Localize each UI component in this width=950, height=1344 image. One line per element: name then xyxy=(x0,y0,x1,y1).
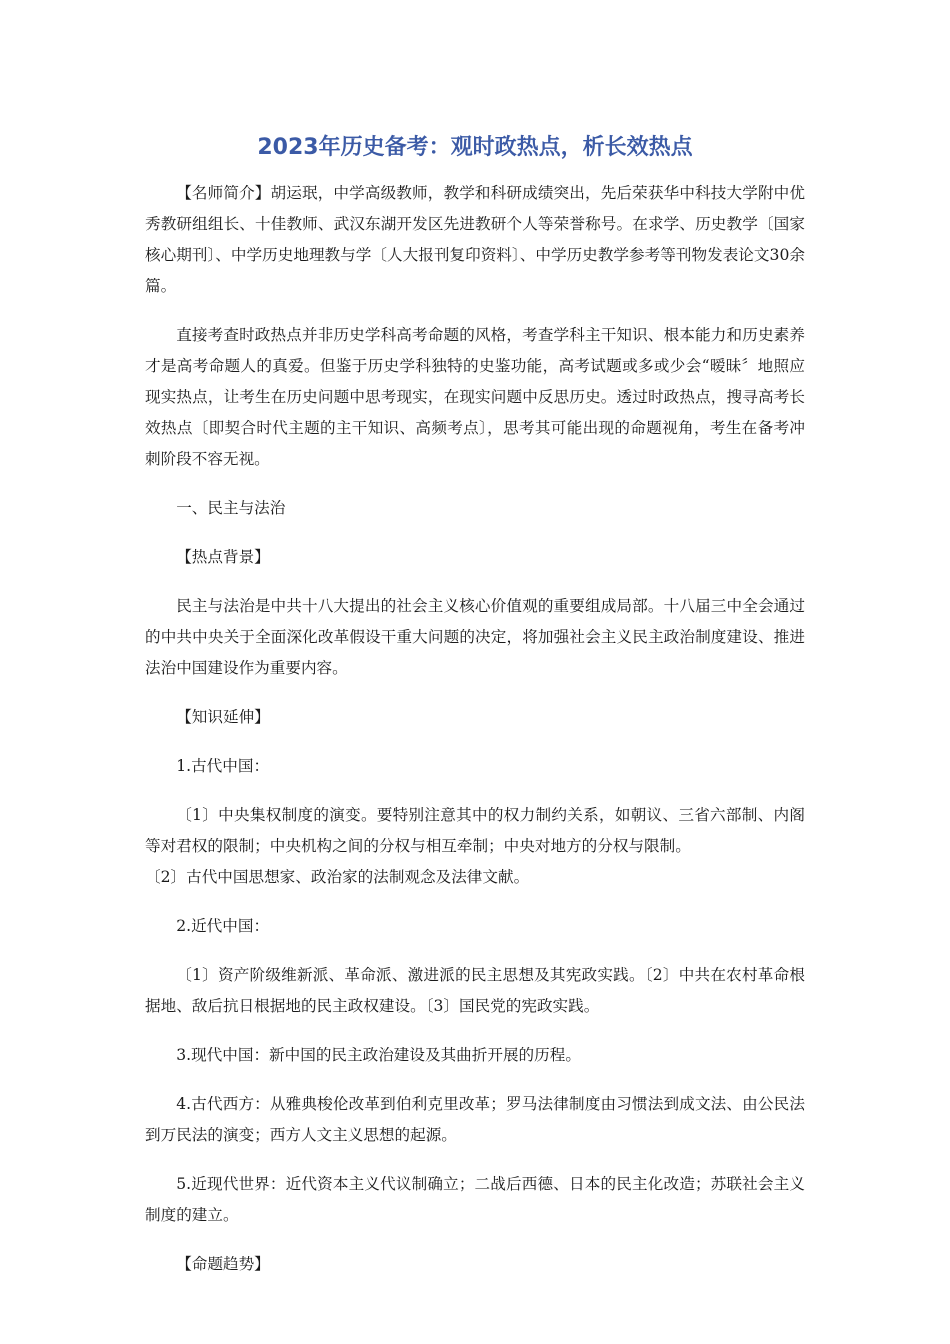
contemporary-china-item: 3.现代中国：新中国的民主政治建设及其曲折开展的历程。 xyxy=(176,1046,581,1064)
subheading-knowledge-extension: 【知识延伸】 xyxy=(176,708,270,726)
ancient-china-item-1: 〔1〕中央集权制度的演变。要特别注意其中的权力制约关系，如朝议、三省六部制、内阁等对君权的限制；中央机构之间的分权与相互牵制；中央对地方的分权与限制。 xyxy=(145,806,805,855)
ancient-china-item-2: 〔2〕古代中国思想家、政治家的法制观念及法律文献。 xyxy=(145,868,530,886)
section-heading-democracy-law: 一、民主与法治 xyxy=(176,499,286,517)
subheading-proposition-trend: 【命题趋势】 xyxy=(176,1255,270,1273)
background-paragraph: 民主与法治是中共十八大提出的社会主义核心价值观的重要组成局部。十八届三中全会通过的中共中央关于全面深化改革假设干重大问题的决定，将加强社会主义民主政治制度建设、推进法治中国建设作为重要内容。 xyxy=(145,597,805,677)
document-title: 2023年历史备考：观时政热点，析长效热点 xyxy=(257,135,693,160)
modern-china-items: 〔1〕资产阶级维新派、革命派、激进派的民主思想及其宪政实践。〔2〕中共在农村革命根据地、敌后抗日根据地的民主政权建设。〔3〕国民党的宪政实践。 xyxy=(145,966,805,1015)
ancient-west-item: 4.古代西方：从雅典梭伦改革到伯利克里改革；罗马法律制度由习惯法到成文法、由公民法到万民法的演变；西方人文主义思想的起源。 xyxy=(145,1095,805,1144)
subheading-hotspot-background: 【热点背景】 xyxy=(176,548,270,566)
document-page xyxy=(145,130,805,1298)
modern-china-heading: 2.近代中国： xyxy=(176,917,270,935)
author-intro-paragraph: 【名师简介】胡运珉，中学高级教师，教学和科研成绩突出，先后荣获华中科技大学附中优秀教研组组长、十佳教师、武汉东湖开发区先进教研个人等荣誉称号。在求学、历史教学〔国家核心期刊〕、中学历史地理教与学〔人大报刊复印资料〕、中学历史教学参考等刊物发表论文30余篇。 xyxy=(145,184,805,295)
intro-paragraph: 直接考查时政热点并非历史学科高考命题的风格，考查学科主干知识、根本能力和历史素养才是高考命题人的真爱。但鉴于历史学科独特的史鉴功能，高考试题或多或少会“暧昧〞地照应现实热点，让考生在历史问题中思考现实，在现实问题中反思历史。透过时政热点，搜寻高考长效热点〔即契合时代主题的主干知识、高频考点〕，思考其可能出现的命题视角，考生在备考冲刺阶段不容无视。 xyxy=(145,326,805,468)
modern-world-item: 5.近现代世界：近代资本主义代议制确立；二战后西德、日本的民主化改造；苏联社会主义制度的建立。 xyxy=(145,1175,805,1224)
ancient-china-heading: 1.古代中国： xyxy=(176,757,270,775)
